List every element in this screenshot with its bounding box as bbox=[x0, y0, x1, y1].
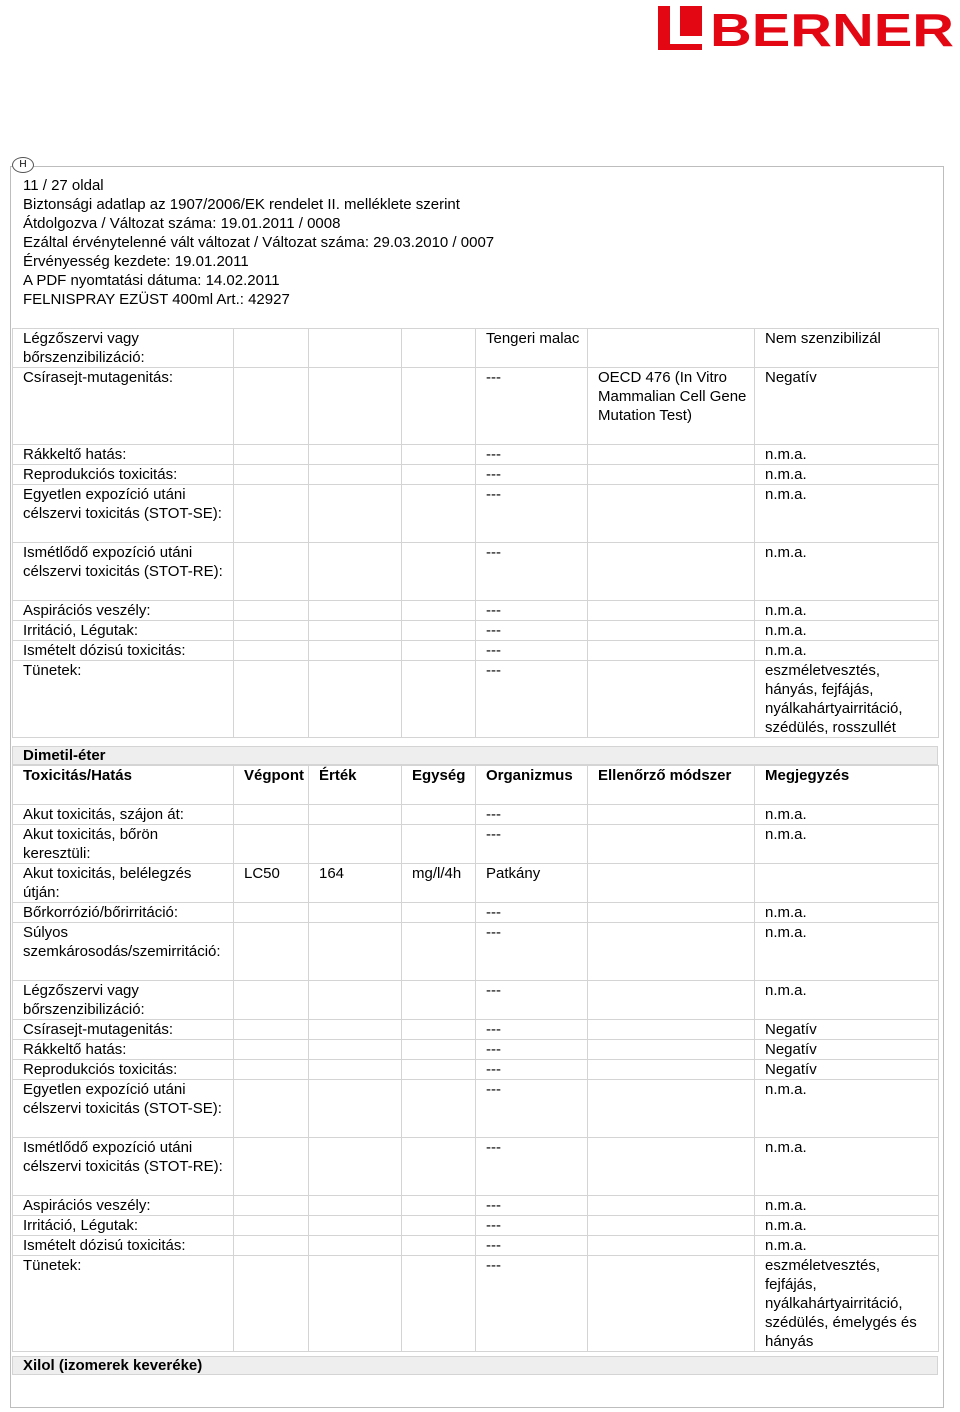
table-cell bbox=[234, 1236, 309, 1256]
table-cell bbox=[588, 1020, 755, 1040]
table-cell: --- bbox=[476, 825, 588, 864]
table-cell bbox=[588, 621, 755, 641]
table-cell: Akut toxicitás, belélegzés útján: bbox=[13, 864, 234, 903]
table-cell bbox=[234, 368, 309, 445]
table-cell bbox=[309, 465, 402, 485]
toxicity-table-continued bbox=[12, 328, 939, 738]
table-cell bbox=[234, 903, 309, 923]
table-cell bbox=[234, 1040, 309, 1060]
table-cell bbox=[402, 1216, 476, 1236]
table-cell bbox=[588, 1138, 755, 1196]
table-cell: n.m.a. bbox=[755, 1236, 939, 1256]
table-cell bbox=[402, 805, 476, 825]
table-row bbox=[13, 903, 939, 923]
table-header-row bbox=[13, 766, 939, 805]
table-cell: --- bbox=[476, 981, 588, 1020]
table-cell bbox=[588, 601, 755, 621]
table-cell: Patkány bbox=[476, 864, 588, 903]
table-cell: Negatív bbox=[755, 1040, 939, 1060]
print-date-line: A PDF nyomtatási dátuma: 14.02.2011 bbox=[23, 272, 280, 289]
table-cell: n.m.a. bbox=[755, 621, 939, 641]
table-cell: n.m.a. bbox=[755, 601, 939, 621]
table-row bbox=[13, 805, 939, 825]
table-cell bbox=[234, 1020, 309, 1040]
table-cell bbox=[309, 485, 402, 543]
table-cell bbox=[234, 825, 309, 864]
table-cell bbox=[402, 445, 476, 465]
table-cell bbox=[402, 661, 476, 738]
table-row bbox=[13, 1216, 939, 1236]
toxicity-table-dimethyl-ether bbox=[12, 765, 939, 1352]
document-header bbox=[23, 176, 494, 309]
table-row bbox=[13, 661, 939, 738]
table-cell bbox=[588, 1216, 755, 1236]
table-row bbox=[13, 864, 939, 903]
substance-title-dimethyl-ether: Dimetil-éter bbox=[12, 746, 938, 765]
table-cell bbox=[402, 903, 476, 923]
table-cell bbox=[588, 661, 755, 738]
table-row bbox=[13, 621, 939, 641]
table-cell bbox=[588, 1040, 755, 1060]
header-cell: Toxicitás/Hatás bbox=[13, 766, 234, 805]
table-row bbox=[13, 923, 939, 981]
table-cell bbox=[402, 465, 476, 485]
table-cell bbox=[234, 601, 309, 621]
table-cell: Negatív bbox=[755, 368, 939, 445]
table-cell bbox=[309, 805, 402, 825]
table-cell: Bőrkorrózió/bőrirritáció: bbox=[13, 903, 234, 923]
table-cell bbox=[588, 641, 755, 661]
table-cell: eszméletvesztés, hányás, fejfájás, nyálkahártyairritáció, szédülés, rosszullét bbox=[755, 661, 939, 738]
table-cell bbox=[588, 903, 755, 923]
table-cell: --- bbox=[476, 368, 588, 445]
table-cell: Légzőszervi vagy bőrszenzibilizáció: bbox=[13, 981, 234, 1020]
table-cell: Akut toxicitás, szájon át: bbox=[13, 805, 234, 825]
table-row bbox=[13, 1256, 939, 1352]
table-cell bbox=[309, 601, 402, 621]
table-cell bbox=[309, 368, 402, 445]
table-row bbox=[13, 1040, 939, 1060]
table-row bbox=[13, 641, 939, 661]
table-cell: LC50 bbox=[234, 864, 309, 903]
table-cell bbox=[402, 825, 476, 864]
table-cell: Ismétlődő expozíció utáni célszervi toxicitás (STOT-RE): bbox=[13, 543, 234, 601]
table-cell: Reprodukciós toxicitás: bbox=[13, 1060, 234, 1080]
table-cell bbox=[588, 981, 755, 1020]
table-cell: Súlyos szemkárosodás/szemirritáció: bbox=[13, 923, 234, 981]
table-cell bbox=[402, 329, 476, 368]
table-cell: --- bbox=[476, 445, 588, 465]
header-cell: Megjegyzés bbox=[755, 766, 939, 805]
table-cell bbox=[755, 864, 939, 903]
table-cell bbox=[588, 465, 755, 485]
table-cell: Akut toxicitás, bőrön keresztüli: bbox=[13, 825, 234, 864]
table-row bbox=[13, 329, 939, 368]
table-cell: --- bbox=[476, 1256, 588, 1352]
berner-logo bbox=[656, 4, 956, 52]
table-cell: n.m.a. bbox=[755, 1080, 939, 1138]
table-row bbox=[13, 1138, 939, 1196]
table-cell bbox=[588, 1060, 755, 1080]
svg-text:BERNER: BERNER bbox=[710, 4, 954, 52]
table-cell bbox=[309, 903, 402, 923]
table-cell: --- bbox=[476, 1060, 588, 1080]
table-row bbox=[13, 485, 939, 543]
table-cell: n.m.a. bbox=[755, 485, 939, 543]
table-cell bbox=[234, 543, 309, 601]
table-cell: Aspirációs veszély: bbox=[13, 601, 234, 621]
product-line: FELNISPRAY EZÜST 400ml Art.: 42927 bbox=[23, 291, 290, 308]
table-cell bbox=[588, 485, 755, 543]
table-cell bbox=[309, 329, 402, 368]
table-cell: --- bbox=[476, 621, 588, 641]
table-cell bbox=[588, 1080, 755, 1138]
table-cell: n.m.a. bbox=[755, 805, 939, 825]
table-cell bbox=[309, 1020, 402, 1040]
table-cell: --- bbox=[476, 543, 588, 601]
table-cell bbox=[402, 1040, 476, 1060]
table-row bbox=[13, 601, 939, 621]
table-cell: --- bbox=[476, 485, 588, 543]
table-cell bbox=[234, 1216, 309, 1236]
table-cell: n.m.a. bbox=[755, 445, 939, 465]
table-cell bbox=[234, 485, 309, 543]
language-badge: H bbox=[12, 157, 34, 173]
table-cell: n.m.a. bbox=[755, 543, 939, 601]
table-cell bbox=[309, 1236, 402, 1256]
table-cell bbox=[402, 641, 476, 661]
table-cell bbox=[309, 445, 402, 465]
table-cell bbox=[588, 329, 755, 368]
table-cell bbox=[234, 1060, 309, 1080]
table-cell: Egyetlen expozíció utáni célszervi toxicitás (STOT-SE): bbox=[13, 485, 234, 543]
table-row bbox=[13, 1196, 939, 1216]
table-cell: --- bbox=[476, 641, 588, 661]
table-cell bbox=[309, 543, 402, 601]
table-cell bbox=[402, 1060, 476, 1080]
table-cell bbox=[402, 923, 476, 981]
table-cell bbox=[588, 1236, 755, 1256]
table-cell bbox=[402, 1080, 476, 1138]
table-cell bbox=[309, 1138, 402, 1196]
table-cell: OECD 476 (In Vitro Mammalian Cell Gene Mutation Test) bbox=[588, 368, 755, 445]
table-cell: --- bbox=[476, 805, 588, 825]
table-cell: --- bbox=[476, 1216, 588, 1236]
table-cell: Aspirációs veszély: bbox=[13, 1196, 234, 1216]
table-cell: Egyetlen expozíció utáni célszervi toxicitás (STOT-SE): bbox=[13, 1080, 234, 1138]
table-row bbox=[13, 368, 939, 445]
table-cell: Nem szenzibilizál bbox=[755, 329, 939, 368]
table-cell: n.m.a. bbox=[755, 465, 939, 485]
table-cell: Tengeri malac bbox=[476, 329, 588, 368]
table-cell bbox=[234, 1256, 309, 1352]
substance-title-xylene: Xilol (izomerek keveréke) bbox=[12, 1356, 938, 1375]
table-cell bbox=[234, 1080, 309, 1138]
table-cell bbox=[234, 1196, 309, 1216]
table-cell: Irritáció, Légutak: bbox=[13, 1216, 234, 1236]
revision-line: Átdolgozva / Változat száma: 19.01.2011 / 0008 bbox=[23, 215, 341, 232]
table-cell: n.m.a. bbox=[755, 981, 939, 1020]
table-cell: n.m.a. bbox=[755, 1196, 939, 1216]
table-cell bbox=[402, 981, 476, 1020]
table-cell: n.m.a. bbox=[755, 641, 939, 661]
table-cell bbox=[309, 661, 402, 738]
table-cell: Tünetek: bbox=[13, 1256, 234, 1352]
table-cell bbox=[234, 805, 309, 825]
table-cell: Negatív bbox=[755, 1060, 939, 1080]
table-row bbox=[13, 1060, 939, 1080]
table-cell: --- bbox=[476, 1020, 588, 1040]
table-cell: --- bbox=[476, 661, 588, 738]
table-cell: n.m.a. bbox=[755, 903, 939, 923]
table-row bbox=[13, 1080, 939, 1138]
table-row bbox=[13, 1236, 939, 1256]
header-cell: Végpont bbox=[234, 766, 309, 805]
table-cell bbox=[234, 621, 309, 641]
table-cell bbox=[588, 543, 755, 601]
table-cell: --- bbox=[476, 1040, 588, 1060]
table-cell bbox=[234, 981, 309, 1020]
table-cell bbox=[309, 1196, 402, 1216]
table-cell: --- bbox=[476, 903, 588, 923]
table-cell bbox=[309, 1080, 402, 1138]
table-cell: Negatív bbox=[755, 1020, 939, 1040]
table-cell bbox=[234, 465, 309, 485]
validity-line: Érvényesség kezdete: 19.01.2011 bbox=[23, 253, 249, 270]
table-cell: Légzőszervi vagy bőrszenzibilizáció: bbox=[13, 329, 234, 368]
table-row bbox=[13, 981, 939, 1020]
table-cell: n.m.a. bbox=[755, 923, 939, 981]
table-cell: --- bbox=[476, 601, 588, 621]
table-cell: Csírasejt-mutagenitás: bbox=[13, 368, 234, 445]
table-row bbox=[13, 445, 939, 465]
table-row bbox=[13, 825, 939, 864]
table-cell bbox=[309, 1216, 402, 1236]
table-cell: --- bbox=[476, 1080, 588, 1138]
table-cell: Rákkeltő hatás: bbox=[13, 1040, 234, 1060]
table-cell: eszméletvesztés, fejfájás, nyálkahártyairritáció, szédülés, émelygés és hányás bbox=[755, 1256, 939, 1352]
table-cell bbox=[309, 1060, 402, 1080]
table-cell bbox=[309, 1040, 402, 1060]
table-cell: Rákkeltő hatás: bbox=[13, 445, 234, 465]
table-cell bbox=[402, 1138, 476, 1196]
table-cell bbox=[588, 1196, 755, 1216]
table-cell: Ismételt dózisú toxicitás: bbox=[13, 1236, 234, 1256]
table-cell bbox=[588, 923, 755, 981]
table-cell bbox=[234, 661, 309, 738]
table-cell: n.m.a. bbox=[755, 825, 939, 864]
superseded-line: Ezáltal érvénytelenné vált változat / Változat száma: 29.03.2010 / 0007 bbox=[23, 234, 495, 251]
table-cell bbox=[588, 445, 755, 465]
table-cell bbox=[234, 329, 309, 368]
table-cell: Irritáció, Légutak: bbox=[13, 621, 234, 641]
header-cell: Érték bbox=[309, 766, 402, 805]
table-cell: Ismétlődő expozíció utáni célszervi toxicitás (STOT-RE): bbox=[13, 1138, 234, 1196]
table-cell bbox=[234, 1138, 309, 1196]
table-row bbox=[13, 543, 939, 601]
table-cell: --- bbox=[476, 1236, 588, 1256]
table-cell bbox=[309, 641, 402, 661]
table-cell bbox=[234, 445, 309, 465]
table-cell: Reprodukciós toxicitás: bbox=[13, 465, 234, 485]
table-row bbox=[13, 465, 939, 485]
table-cell bbox=[402, 485, 476, 543]
table-cell bbox=[309, 825, 402, 864]
table-cell bbox=[402, 1196, 476, 1216]
header-cell: Ellenőrző módszer bbox=[588, 766, 755, 805]
table-cell bbox=[588, 825, 755, 864]
table-cell: Csírasejt-mutagenitás: bbox=[13, 1020, 234, 1040]
table-cell: --- bbox=[476, 1138, 588, 1196]
table-cell: --- bbox=[476, 1196, 588, 1216]
header-cell: Organizmus bbox=[476, 766, 588, 805]
table-cell bbox=[234, 641, 309, 661]
table-cell bbox=[402, 543, 476, 601]
table-cell bbox=[402, 601, 476, 621]
header-cell: Egység bbox=[402, 766, 476, 805]
table-cell: n.m.a. bbox=[755, 1216, 939, 1236]
table-cell: --- bbox=[476, 923, 588, 981]
table-cell bbox=[588, 864, 755, 903]
table-cell: Tünetek: bbox=[13, 661, 234, 738]
table-cell: mg/l/4h bbox=[402, 864, 476, 903]
table-cell bbox=[402, 1236, 476, 1256]
table-cell: n.m.a. bbox=[755, 1138, 939, 1196]
table-row bbox=[13, 1020, 939, 1040]
page-number: 11 / 27 oldal bbox=[23, 177, 104, 194]
table-cell bbox=[309, 923, 402, 981]
table-cell bbox=[588, 1256, 755, 1352]
table-cell: Ismételt dózisú toxicitás: bbox=[13, 641, 234, 661]
table-cell: --- bbox=[476, 465, 588, 485]
table-cell bbox=[402, 368, 476, 445]
table-cell bbox=[309, 981, 402, 1020]
regulation-line: Biztonsági adatlap az 1907/2006/EK rendelet II. melléklete szerint bbox=[23, 196, 460, 213]
table-cell bbox=[402, 1020, 476, 1040]
table-cell: 164 bbox=[309, 864, 402, 903]
table-cell bbox=[402, 621, 476, 641]
table-cell bbox=[234, 923, 309, 981]
table-cell bbox=[309, 1256, 402, 1352]
table-cell bbox=[402, 1256, 476, 1352]
table-cell bbox=[309, 621, 402, 641]
table-cell bbox=[588, 805, 755, 825]
